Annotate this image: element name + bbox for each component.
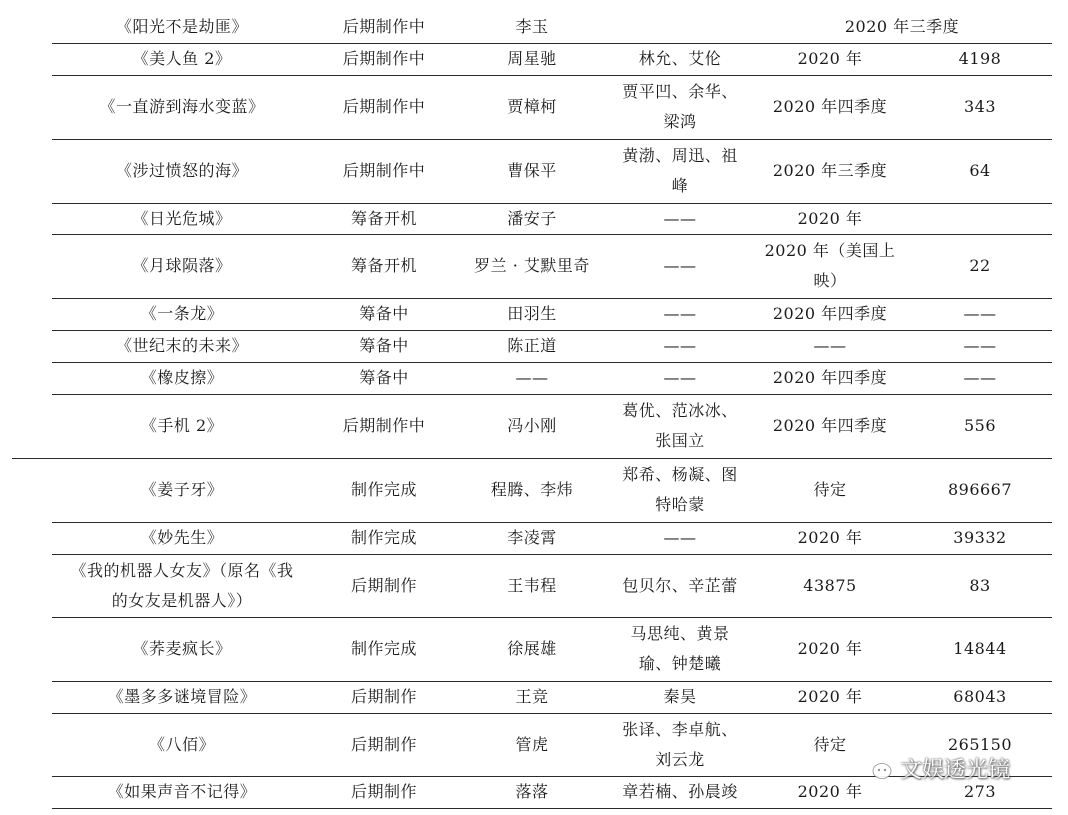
film-title-cell: 《世纪末的未来》 bbox=[115, 336, 248, 355]
table-row bbox=[0, 75, 1068, 139]
film-title-cell: 《手机 2》 bbox=[140, 416, 224, 435]
value-cell bbox=[908, 203, 1052, 234]
film-title-cell: 《涉过愤怒的海》 bbox=[115, 161, 248, 180]
release-cell: 2020 年 bbox=[797, 49, 863, 68]
release-cell: —— bbox=[813, 336, 847, 355]
cast-cell: 贾平凹、余华、 梁鸿 bbox=[622, 82, 738, 131]
table-rule bbox=[52, 713, 1052, 714]
table-row bbox=[0, 234, 1068, 298]
director-cell: 李玉 bbox=[515, 16, 549, 36]
release-cell: 2020 年 bbox=[797, 208, 863, 228]
status-cell: 筹备开机 bbox=[350, 256, 417, 275]
status-cell: 制作完成 bbox=[350, 528, 417, 547]
status-cell: 后期制作 bbox=[350, 575, 417, 595]
release-cell: 43875 bbox=[803, 575, 857, 595]
table-row bbox=[0, 681, 1068, 713]
director-cell: 田羽生 bbox=[507, 304, 557, 323]
table-rule bbox=[52, 522, 1052, 523]
director-cell: 罗兰 · 艾默里奇 bbox=[474, 256, 590, 275]
film-title-cell: 《妙先生》 bbox=[140, 528, 224, 547]
value-cell: 39332 bbox=[953, 528, 1007, 547]
release-cell: 2020 年三季度 bbox=[844, 16, 960, 36]
film-title-cell: 《日光危城》 bbox=[132, 208, 232, 228]
table-rule bbox=[12, 458, 1052, 459]
value-cell: 265150 bbox=[947, 734, 1013, 754]
value-cell: 64 bbox=[969, 161, 991, 180]
director-cell: 王竞 bbox=[515, 687, 549, 706]
table-row bbox=[0, 394, 1068, 458]
release-cell: 2020 年 bbox=[797, 528, 863, 547]
table-rule bbox=[52, 617, 1052, 618]
status-cell: 后期制作中 bbox=[342, 16, 426, 36]
release-cell: 2020 年（美国上 映） bbox=[764, 241, 896, 290]
film-title-cell: 《如果声音不记得》 bbox=[107, 782, 257, 801]
status-cell: 制作完成 bbox=[350, 480, 417, 499]
value-cell: 896667 bbox=[947, 480, 1013, 499]
value-cell: 14844 bbox=[953, 639, 1007, 658]
film-title-cell: 《墨多多谜境冒险》 bbox=[107, 687, 257, 706]
director-cell: 周星驰 bbox=[507, 49, 557, 68]
table-rule bbox=[52, 554, 1052, 555]
table-row bbox=[0, 458, 1068, 522]
film-title-cell: 《橡皮擦》 bbox=[140, 368, 224, 387]
value-cell: 343 bbox=[963, 97, 997, 116]
table-row bbox=[0, 554, 1068, 617]
table-row bbox=[0, 139, 1068, 203]
table-rule bbox=[52, 330, 1052, 331]
cast-cell: 秦昊 bbox=[663, 687, 697, 706]
status-cell: 制作完成 bbox=[350, 639, 417, 658]
value-cell: —— bbox=[963, 336, 997, 355]
value-cell: 273 bbox=[963, 782, 997, 801]
cast-cell: 包贝尔、辛芷蕾 bbox=[622, 575, 738, 595]
cast-cell: 葛优、范冰冰、 张国立 bbox=[622, 401, 738, 450]
director-cell: 程腾、李炜 bbox=[490, 480, 574, 499]
status-cell: 筹备开机 bbox=[350, 208, 417, 228]
film-title-cell: 《姜子牙》 bbox=[140, 480, 224, 499]
release-cell: 2020 年四季度 bbox=[772, 304, 888, 323]
film-title-cell: 《我的机器人女友》（原名《我 的女友是机器人》） bbox=[70, 560, 294, 610]
cast-cell: 马思纯、黄景 瑜、钟楚曦 bbox=[630, 624, 730, 673]
film-title-cell: 《荞麦疯长》 bbox=[132, 639, 232, 658]
status-cell: 筹备中 bbox=[359, 304, 409, 323]
film-title-cell: 《一条龙》 bbox=[140, 304, 224, 323]
table-rule bbox=[52, 139, 1052, 140]
table-rule bbox=[52, 234, 1052, 235]
status-cell: 后期制作中 bbox=[342, 97, 426, 116]
status-cell: 后期制作 bbox=[350, 687, 417, 706]
value-cell: 556 bbox=[963, 416, 997, 435]
table-row bbox=[0, 298, 1068, 330]
film-title-cell: 《八佰》 bbox=[148, 734, 215, 754]
table-rule bbox=[52, 203, 1052, 204]
table-row bbox=[0, 522, 1068, 554]
cast-cell: —— bbox=[663, 304, 697, 323]
cast-cell: 郑希、杨凝、图 特哈蒙 bbox=[622, 465, 738, 514]
value-cell: 22 bbox=[969, 256, 991, 275]
cast-cell: 张译、李卓航、 刘云龙 bbox=[622, 719, 738, 769]
table-row bbox=[0, 330, 1068, 362]
film-title-cell: 《一直游到海水变蓝》 bbox=[99, 97, 265, 116]
film-title-cell: 《月球陨落》 bbox=[132, 256, 232, 275]
release-cell: 待定 bbox=[813, 480, 847, 499]
value-cell: 68043 bbox=[953, 687, 1007, 706]
cast-cell: —— bbox=[663, 528, 697, 547]
cast-cell: 黄渤、周迅、祖 峰 bbox=[622, 146, 738, 195]
release-cell: 2020 年 bbox=[797, 687, 863, 706]
status-cell: 后期制作中 bbox=[342, 49, 426, 68]
table-rule bbox=[52, 808, 1052, 809]
status-cell: 后期制作 bbox=[350, 734, 417, 754]
director-cell: 贾樟柯 bbox=[507, 97, 557, 116]
table-row bbox=[0, 203, 1068, 234]
watermark bbox=[860, 752, 1010, 784]
cast-cell: —— bbox=[663, 208, 697, 228]
director-cell: 潘安子 bbox=[507, 208, 557, 228]
release-cell: 2020 年 bbox=[797, 782, 863, 801]
film-title-cell: 《美人鱼 2》 bbox=[132, 49, 232, 68]
director-cell: 管虎 bbox=[515, 734, 549, 754]
table-row bbox=[0, 617, 1068, 681]
director-cell: 徐展雄 bbox=[507, 639, 557, 658]
director-cell: 陈正道 bbox=[507, 336, 557, 355]
table-rule bbox=[52, 43, 1052, 44]
cast-cell: 林允、艾伦 bbox=[638, 49, 722, 68]
director-cell: 王韦程 bbox=[507, 575, 557, 595]
table-rule bbox=[52, 298, 1052, 299]
film-title-cell: 《阳光不是劫匪》 bbox=[115, 16, 248, 36]
table-row bbox=[0, 43, 1068, 75]
director-cell: 落落 bbox=[515, 782, 549, 801]
watermark-text: 文娱透光镜 bbox=[900, 757, 1011, 783]
director-cell: 李凌霄 bbox=[507, 528, 557, 547]
value-cell: 4198 bbox=[958, 49, 1002, 68]
value-cell: —— bbox=[963, 304, 997, 323]
cast-cell: 章若楠、孙晨竣 bbox=[622, 782, 738, 801]
cast-cell: —— bbox=[663, 256, 697, 275]
status-cell: 筹备中 bbox=[359, 368, 409, 387]
status-cell: 后期制作中 bbox=[342, 416, 426, 435]
release-cell: 2020 年四季度 bbox=[772, 97, 888, 116]
status-cell: 后期制作 bbox=[350, 782, 417, 801]
value-cell: 83 bbox=[969, 575, 991, 595]
table-row bbox=[0, 10, 1068, 43]
release-cell: 待定 bbox=[813, 734, 847, 754]
release-cell: 2020 年 bbox=[797, 639, 863, 658]
director-cell: 曹保平 bbox=[507, 161, 557, 180]
release-cell: 2020 年四季度 bbox=[772, 416, 888, 435]
wechat-icon bbox=[860, 754, 894, 782]
director-cell: —— bbox=[515, 368, 549, 387]
table-rule bbox=[52, 394, 1052, 395]
table-rule bbox=[52, 75, 1052, 76]
cast-cell: —— bbox=[663, 368, 697, 387]
table-row bbox=[0, 362, 1068, 394]
director-cell: 冯小刚 bbox=[507, 416, 557, 435]
release-cell: 2020 年三季度 bbox=[772, 161, 888, 180]
release-cell: 2020 年四季度 bbox=[772, 368, 888, 387]
table-rule bbox=[52, 681, 1052, 682]
value-cell: —— bbox=[963, 368, 997, 387]
status-cell: 筹备中 bbox=[359, 336, 409, 355]
table-rule bbox=[52, 362, 1052, 363]
cast-cell: —— bbox=[663, 336, 697, 355]
status-cell: 后期制作中 bbox=[342, 161, 426, 180]
